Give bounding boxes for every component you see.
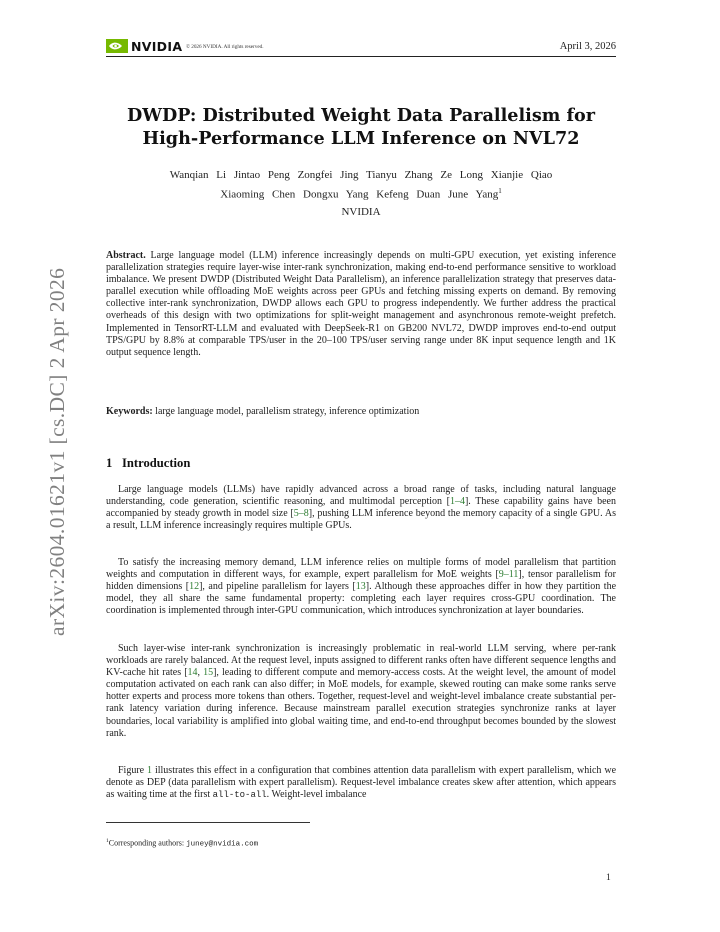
author-list [106, 167, 616, 203]
footnote-number: 1 [106, 838, 109, 844]
citation-link[interactable]: 5–8 [293, 508, 309, 520]
intro-paragraph-1 [106, 484, 616, 532]
text-run: Large language models (LLMs) have rapidly advanced across a broad range of tasks, including natural language understanding, code generation, scientific reasoning, and multimodal perception [ [106, 484, 616, 508]
footnote-text: Corresponding authors: [108, 838, 187, 848]
footnote-mark: 1 [498, 187, 502, 195]
publication-date: April 3, 2026 [559, 41, 616, 52]
authors-line-1: Wanqian Li Jintao Peng Zongfei Jing Tianyu Zhang Ze Long Xianjie Qiao [169, 169, 553, 181]
title-line-1: DWDP: Distributed Weight Data Parallelism for [126, 105, 596, 126]
keywords [106, 406, 616, 418]
keywords-label: Keywords: [106, 406, 153, 417]
title-line-2: High-Performance LLM Inference on NVL72 [142, 128, 580, 149]
text-run: ], and pipeline parallelism for layers [ [199, 581, 356, 593]
author-email[interactable]: juney@nvidia.com [186, 840, 259, 849]
intro-paragraph-2 [106, 557, 616, 617]
brand-name: NVIDIA [131, 38, 183, 54]
figure-reference-link[interactable]: 1 [147, 765, 153, 776]
text-run: illustrates this effect in a configuration that combines attention data parallelism with expert parallelism, which we denote as DEP (data parallelism with expert parallelism). Request-level imbalance creates skew after attention, which appears as waiting time at the first [106, 765, 617, 801]
inline-code: all-to-all [212, 790, 267, 801]
header-rule [106, 56, 616, 57]
abstract [106, 250, 616, 359]
abstract-text: Large language model (LLM) inference increasingly depends on multi-GPU execution, yet existing inference parallelization strategies require layer-wise inter-rank synchronization, making end-to-end performance sensitive to workload imbalance. We present DWDP (Distributed Weight Data Parallelism), an inference parallelization strategy that preserves data-parallel execution while offloading MoE weights across peer GPUs and fetching missing experts on demand. By removing collective inter-rank synchronization, DWDP allows each GPU to progress independently. We further address the practical overheads of this design with two optimizations for split-weight management and asynchronous remote-weight prefetch. Implemented in TensorRT-LLM and evaluated with DeepSeek-R1 on GB200 NVL72, DWDP improves end-to-end output TPS/GPU by 8.8% at comparable TPS/user in the 20–100 TPS/user serving range under 8K input sequence length and 1K output sequence length. [106, 250, 616, 358]
page-header [106, 38, 616, 56]
text-run: ], leading to different compute and memory-access costs. At the weight level, the amount of model computation activated on each rank can also differ; in MoE models, for example, skewed routing can make some ranks serve hotter experts and process more tokens than others. Together, request-level and weight-level imbalance create substantial per-rank latency variation during inference. Because mainstream parallel execution strategies synchronize ranks at layer boundaries, local variability is amplified into global waiting time, and end-to-end throughput becomes bounded by the slowest rank. [106, 667, 617, 739]
section-heading-introduction [106, 456, 616, 471]
footnote-rule [106, 822, 310, 823]
nvidia-eye-icon [106, 39, 128, 53]
section-number: 1 [106, 456, 113, 470]
abstract-label: Abstract. [106, 250, 146, 261]
citation-link[interactable]: 12 [189, 581, 200, 593]
section-title: Introduction [122, 456, 191, 470]
arxiv-side-stamp: arXiv:2604.01621v1 [cs.DC] 2 Apr 2026 [45, 267, 69, 636]
text-run: , [197, 667, 204, 679]
authors-line-2-text: Xiaoming Chen Dongxu Yang Kefeng Duan June Yang [220, 188, 499, 201]
page-number: 1 [606, 873, 611, 883]
text-run: ]. These capability gains have been accompanied by steady growth in model size [ [106, 496, 616, 520]
text-run: Such layer-wise inter-rank synchronization is increasingly problematic in real-world LLM serving, where per-rank workloads are rarely balanced. At the request level, inputs assigned to different ranks often have different sequence lengths and KV-cache hit rates [ [106, 643, 616, 679]
citation-link[interactable]: 14 [187, 667, 198, 679]
text-run: Figure [118, 765, 148, 776]
citation-link[interactable]: 9–11 [498, 569, 519, 581]
text-run: . Weight-level imbalance [266, 789, 367, 801]
text-run: To satisfy the increasing memory demand, LLM inference relies on multiple forms of model parallelism that partition weights and computation in different ways, for example, expert parallelism for MoE weights [ [106, 557, 616, 581]
paper-title [106, 104, 616, 150]
authors-line-2 [106, 183, 616, 203]
nvidia-logo [106, 38, 182, 54]
keywords-text: large language model, parallelism strategy, inference optimization [155, 406, 420, 417]
intro-paragraph-4 [106, 765, 616, 801]
copyright-notice: © 2026 NVIDIA. All rights reserved. [186, 44, 264, 50]
citation-link[interactable]: 15 [203, 667, 214, 679]
citation-link[interactable]: 13 [355, 581, 366, 593]
text-run: ], tensor parallelism for hidden dimensions [ [106, 569, 616, 593]
text-run: ]. Although these approaches differ in how they partition the model, they all share the same fundamental property: completing each layer requires cross-GPU coordination. The coordination is implemented through inter-GPU communication, which introduces synchronization at layer boundaries. [106, 581, 617, 617]
affiliation: NVIDIA [341, 206, 381, 218]
intro-paragraph-3 [106, 643, 616, 740]
footnote [106, 838, 258, 849]
text-run: ], pushing LLM inference beyond the memory capacity of a single GPU. As a result, LLM inference increasingly requires multiple GPUs. [106, 508, 616, 532]
citation-link[interactable]: 1–4 [449, 496, 465, 508]
